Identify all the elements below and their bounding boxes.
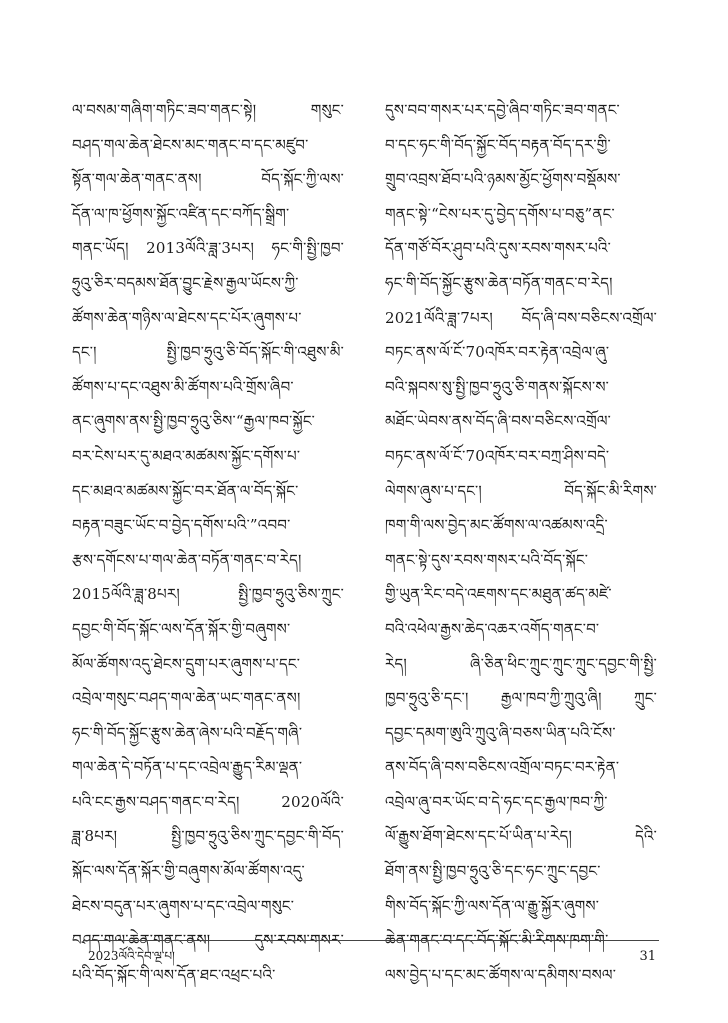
text-line: པའི་བོད་སྐོང་གི་ལས་དོན་ཐང་འཕྲང་པའི་ [72, 965, 276, 984]
text-line: ཚོགས་ཆེན་གཉིས་ལ་ཐེངས་དང་པོར་ཞུགས་པ་ [72, 308, 302, 327]
text-line: ཐོག་ནས་སྤྱི་ཁྱབ་ཧྲུའུ་ཅི་དང་ཧང་ཀྲུང་དབྱང་ [385, 862, 601, 881]
text-line: མོལ་ཚོགས་འདུ་ཐེངས་དྲུག་པར་ཞུགས་པ་དང་ [72, 654, 301, 673]
text-line: འབྲེལ་གསུང་བཤད་གལ་ཆེན་ཡང་གནང་ནས། [72, 689, 301, 708]
text-line: གལ་ཆེན་དེ་བཏོན་པ་དང་འབྲེལ་རྒྱུད་རིམ་ལྡན་ [72, 758, 303, 777]
text-line: གྲུབ་འབྲས་ཐོབ་པའི་ཉམས་མྱོང་ཕྱོགས་བསྡོམས་ [385, 170, 621, 189]
text-line: ཚོགས་པ་དང་འཐུས་མི་ཚོགས་པའི་གྲོས་ཞིབ་ [72, 377, 294, 396]
text-line: ཁག་གི་ལས་བྱེད་མང་ཚོགས་ལ་འཚམས་འདྲི་ [385, 516, 608, 535]
text-line: བརྟན་བཟུང་ཡོང་བ་བྱེད་དགོས་པའི་”འབབ་ [72, 516, 291, 535]
text-line: གནང་སྟེ་དུས་རབས་གསར་པའི་བོད་སྐོང་ [385, 550, 589, 569]
text-line: ནས་བོད་ཞི་བས་བཅིངས་འགྲོལ་བཏང་བར་རྟེན་ [385, 758, 620, 777]
text-line: ལས་བྱེད་པ་དང་མང་ཚོགས་ལ་དམིགས་བསལ་ [385, 965, 617, 984]
text-line: པའི་ངང་རྒྱས་བཤད་གནང་བ་རེད། 2020ལོའི་ [72, 792, 344, 811]
text-line: བཏང་ནས་ལོ་ངོ་70འཁོར་བར་རྟེན་འབྲེལ་ཞུ་ [385, 343, 610, 362]
text-line: ནང་ཞུགས་ནས་སྤྱི་ཁྱབ་ཧྲུའུ་ཅིས་“རྒྱལ་ཁབ་སྐྱོང་ [72, 412, 316, 431]
text-line: དབྱང་གི་བོད་སྐོང་ལས་དོན་སྐོར་གྱི་བཞུགས་ [72, 619, 291, 638]
text-line: བཤད་གལ་ཆེན་གནང་ནས། དུས་རབས་གསར་ [72, 931, 344, 950]
text-line: དང་མཐའ་མཚམས་སྐྱོང་བར་ཐོན་ལ་བོད་སྐོང་ [72, 481, 299, 500]
text-line: ཧང་གི་བོད་སྐྱོང་རྩུས་ཆེན་ཞེས་པའི་བརྗོད་གཞི་ [72, 723, 303, 742]
text-line: བའི་འཕེལ་རྒྱས་ཆེད་འཆར་འགོད་གནང་བ་ [385, 619, 600, 638]
text-line: རྩས་དགོངས་པ་གལ་ཆེན་བཏོན་གནང་བ་རེད། [72, 550, 302, 569]
text-line: གིས་བོད་སྐོང་ཀྱི་ལས་དོན་ལ་རྒྱུ་སྐྱོར་ཞུགས་ [385, 896, 600, 915]
text-line: སྐོང་ལས་དོན་སྐོར་གྱི་བཞུགས་མོལ་ཚོགས་འདུ་ [72, 862, 305, 881]
text-line: ཧང་གི་བོད་སྐྱོང་རྩུས་ཆེན་བཏོན་གནང་བ་རེད། [385, 273, 613, 292]
text-line: 2015ལོའི་ཟླ་8པར། སྤྱི་ཁྱབ་ཧྲུའུ་ཅིས་ཀྲུང་ [72, 585, 344, 604]
text-line: ཐེངས་བདུན་པར་ཞུགས་པ་དང་འབྲེལ་གསུང་ [72, 896, 295, 915]
text-line: བར་ངེས་པར་དུ་མཐའ་མཚམས་སྐྱོང་དགོས་པ་ [72, 446, 301, 465]
text-line: བ་དང་ཧང་གི་བོད་སྐྱོང་བོད་བརྟན་བོད་དར་གྱི་ [385, 135, 611, 154]
text-line: མཐོང་ཡེབས་ནས་བོད་ཞི་བས་བཅིངས་འགྲོལ་ [385, 412, 611, 431]
footer-divider [83, 940, 659, 941]
text-line: ཁྱབ་ཧྲུའུ་ཅི་དང་། རྒྱལ་ཁབ་ཀྱི་ཀྲུའུ་ཞི། ཀྲུང་ [385, 689, 657, 708]
text-line: རེད། ཞི་ཅིན་ཕིང་ཀྲུང་ཀྲུང་ཀྲུང་དབྱང་གི་སྤྱི་ [385, 654, 657, 673]
text-line: དོན་གཙོ་བོར་ཤུབ་པའི་དུས་རབས་གསར་པའི་ [385, 239, 612, 258]
text-line: འབྲེལ་ཞུ་བར་ཡོང་བ་དེ་ཧང་དང་རྒྱལ་ཁབ་ཀྱི་ [385, 792, 608, 811]
text-line: དུས་བབ་གསར་པར་དབྱེ་ཞིབ་གཏིང་ཟབ་གནང་ [385, 101, 620, 119]
text-line: ལ་བསམ་གཞིག་གཏིང་ཟབ་གནང་སྟེ། གསུང་ [72, 101, 344, 119]
text-line: དོན་ལ་ཁ་ཕྱོགས་སྐྱོང་འཛིན་དང་བཀོད་སྒྲིག་ [72, 204, 290, 223]
text-line: གནང་སྟེ་“ངེས་པར་དུ་བྱེད་དགོས་པ་བཅུ”ནང་ [385, 204, 615, 223]
text-line: 2021ལོའི་ཟླ་7པར། བོད་ཞི་བས་བཅིངས་འགྲོལ་ [385, 308, 657, 327]
text-line: བའི་སྐབས་སུ་སྤྱི་ཁྱབ་ཧྲུའུ་ཅི་གནས་སྐོངས་ས་ [385, 377, 610, 396]
text-line: ཧྲུའུ་ཅིར་བདམས་ཐོན་བྱུང་རྗེས་རྒྱལ་ཡོངས་ཀྱི་ [72, 273, 299, 292]
page-number: 31 [639, 949, 656, 964]
text-line: བཏང་ནས་ལོ་ངོ་70འཁོར་བར་བཀྲ་ཤིས་བདེ་ [385, 446, 610, 465]
text-line: ཟླ་8པར། སྤྱི་ཁྱབ་ཧྲུའུ་ཅིས་ཀྲུང་དབྱང་གི་བོད་ [72, 827, 344, 846]
text-line: སྟོན་གལ་ཆེན་གནང་ནས། བོད་སྐོང་ཀྱི་ལས་ [72, 170, 344, 189]
text-line: དང་། སྤྱི་ཁྱབ་ཧྲུའུ་ཅི་བོད་སྐོང་གི་འཐུས་མི་ [72, 343, 344, 362]
text-line: ལོ་རྒྱུས་ཐོག་ཐེངས་དང་པོ་ཡིན་པ་རེད། དེའི་ [385, 827, 657, 846]
text-line: བཤད་གལ་ཆེན་ཐེངས་མང་གནང་བ་དང་མཛུབ་ [72, 135, 309, 154]
text-line: ཆེན་གནང་བ་དང་བོད་སྐོང་མི་རིགས་ཁག་གི་ [385, 931, 609, 950]
footer-issue-label: 2023ལོའི་དེབ་ལྔ་པ། [88, 949, 175, 963]
text-line: གནང་ཡོད། 2013ལོའི་ཟླ་3པར། ཧང་གི་སྤྱི་ཁྱབ་ [72, 239, 344, 258]
text-line: ལེགས་ཞུས་པ་དང་། བོད་སྐོང་མི་རིགས་ [385, 481, 657, 500]
text-line: དབྱང་དམག་ཨུའི་ཀྲུའུ་ཞི་བཅས་ཡིན་པའི་ངོས་ [385, 723, 616, 742]
text-line: གྱི་ཡུན་རིང་བདེ་འཇགས་དང་མཐུན་ཚད་མཛེ་ [385, 585, 612, 604]
